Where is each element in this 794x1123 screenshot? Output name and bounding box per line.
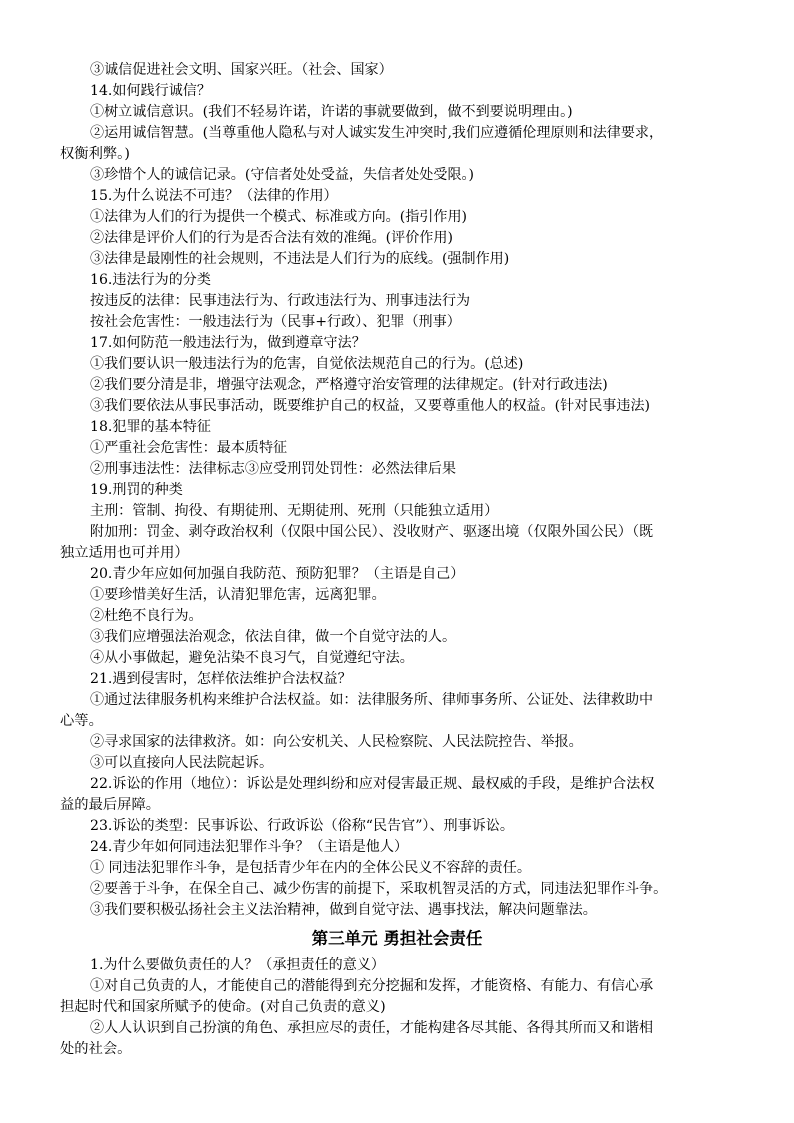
text-line: 1.为什么要做负责任的人？（承担责任的意义）: [90, 957, 385, 973]
text-line: 15.为什么说法不可违？（法律的作用）: [90, 188, 338, 204]
text-line: ③可以直接向人民法院起诉。: [90, 755, 274, 771]
text-line: 16.违法行为的分类: [90, 272, 211, 288]
text-line: ③诚信促进社会文明、国家兴旺。（社会、国家）: [90, 62, 393, 78]
text-line: 心等。: [60, 713, 103, 729]
text-line: 主刑：管制、拘役、有期徒刑、无期徒刑、死刑（只能独立适用）: [90, 503, 499, 519]
text-line: 19.刑罚的种类: [90, 482, 183, 498]
text-line: 23.诉讼的类型：民事诉讼、行政诉讼（俗称“民告官”）、刑事诉讼。: [90, 818, 514, 834]
text-line: 24.青少年如何同违法犯罪作斗争？（主语是他人）: [90, 839, 409, 855]
text-line: 22.诉讼的作用（地位）：诉讼是处理纠纷和应对侵害最正规、最权威的手段，是维护合法权: [90, 776, 655, 792]
text-line: ③珍惜个人的诚信记录。(守信者处处受益，失信者处处受限。): [90, 167, 475, 183]
notes-section-law: [60, 60, 734, 921]
text-line: ②法律是评价人们的行为是否合法有效的准绳。(评价作用): [90, 230, 453, 246]
text-line: ②我们要分清是非，增强守法观念，严格遵守治安管理的法律规定。(针对行政违法): [90, 377, 608, 393]
text-line: ③我们要依法从事民事活动，既要维护自己的权益，又要尊重他人的权益。(针对民事违法): [90, 398, 651, 414]
text-line: 独立适用也可并用）: [60, 545, 189, 561]
text-line: ②杜绝不良行为。: [90, 608, 203, 624]
text-line: 20.青少年应如何加强自我防范、预防犯罪？（主语是自己）: [90, 566, 465, 582]
text-line: ①严重社会危害性：最本质特征: [90, 440, 288, 456]
text-line: ① 同违法犯罪作斗争，是包括青少年在内的全体公民义不容辞的责任。: [90, 860, 531, 876]
text-line: ②运用诚信智慧。(当尊重他人隐私与对人诚实发生冲突时,我们应遵循伦理原则和法律要求，: [90, 125, 664, 141]
text-line: 按违反的法律：民事违法行为、行政违法行为、刑事违法行为: [90, 293, 471, 309]
text-line: 18.犯罪的基本特征: [90, 419, 211, 435]
notes-section-responsibility: [60, 955, 734, 1060]
text-line: ③法律是最刚性的社会规则，不违法是人们行为的底线。(强制作用): [90, 251, 510, 267]
text-line: ④从小事做起，避免沾染不良习气，自觉遵纪守法。: [90, 650, 414, 666]
text-line: ①对自己负责的人，才能使自己的潜能得到充分挖掘和发挥，才能资格、有能力、有信心承: [90, 978, 654, 994]
text-line: ②要善于斗争，在保全自己、减少伤害的前提下，采取机智灵活的方式，同违法犯罪作斗争。: [90, 881, 668, 897]
unit-heading: 第三单元 勇担社会责任: [311, 929, 483, 948]
text-line: ①通过法律服务机构来维护合法权益。如：法律服务所、律师事务所、公证处、法律救助中: [90, 692, 654, 708]
text-line: ①法律为人们的行为提供一个模式、标准或方向。(指引作用): [90, 209, 468, 225]
text-line: ①树立诚信意识。(我们不轻易许诺，许诺的事就要做到，做不到要说明理由。): [90, 104, 573, 120]
text-line: 21.遇到侵害时，怎样依法维护合法权益？: [90, 671, 352, 687]
text-line: ②刑事违法性：法律标志③应受刑罚处罚性：必然法律后果: [90, 461, 457, 477]
text-line: 担起时代和国家所赋予的使命。(对自己负责的意义): [60, 999, 386, 1015]
text-line: 14.如何践行诚信？: [90, 83, 211, 99]
text-line: ①要珍惜美好生活，认清犯罪危害，远离犯罪。: [90, 587, 386, 603]
text-line: ①我们要认识一般违法行为的危害，自觉依法规范自己的行为。(总述): [90, 356, 524, 372]
text-line: ③我们要积极弘扬社会主义法治精神，做到自觉守法、遇事找法，解决问题靠法。: [90, 902, 597, 918]
text-line: 益的最后屏障。: [60, 797, 161, 813]
text-line: ②寻求国家的法律救济。如：向公安机关、人民检察院、人民法院控告、举报。: [90, 734, 583, 750]
text-line: 附加刑：罚金、剥夺政治权利（仅限中国公民）、没收财产、驱逐出境（仅限外国公民）（既: [90, 524, 654, 540]
text-line: ③我们应增强法治观念，依法自律，做一个自觉守法的人。: [90, 629, 457, 645]
text-line: ②人人认识到自己扮演的角色、承担应尽的责任，才能构建各尽其能、各得其所而又和谐相: [90, 1020, 654, 1036]
text-line: 权衡利弊。): [60, 146, 130, 162]
text-line: 处的社会。: [60, 1041, 132, 1057]
text-line: 17.如何防范一般违法行为，做到遵章守法？: [90, 335, 366, 351]
text-line: 按社会危害性：一般违法行为（民事+行政）、犯罪（刑事）: [90, 314, 461, 330]
